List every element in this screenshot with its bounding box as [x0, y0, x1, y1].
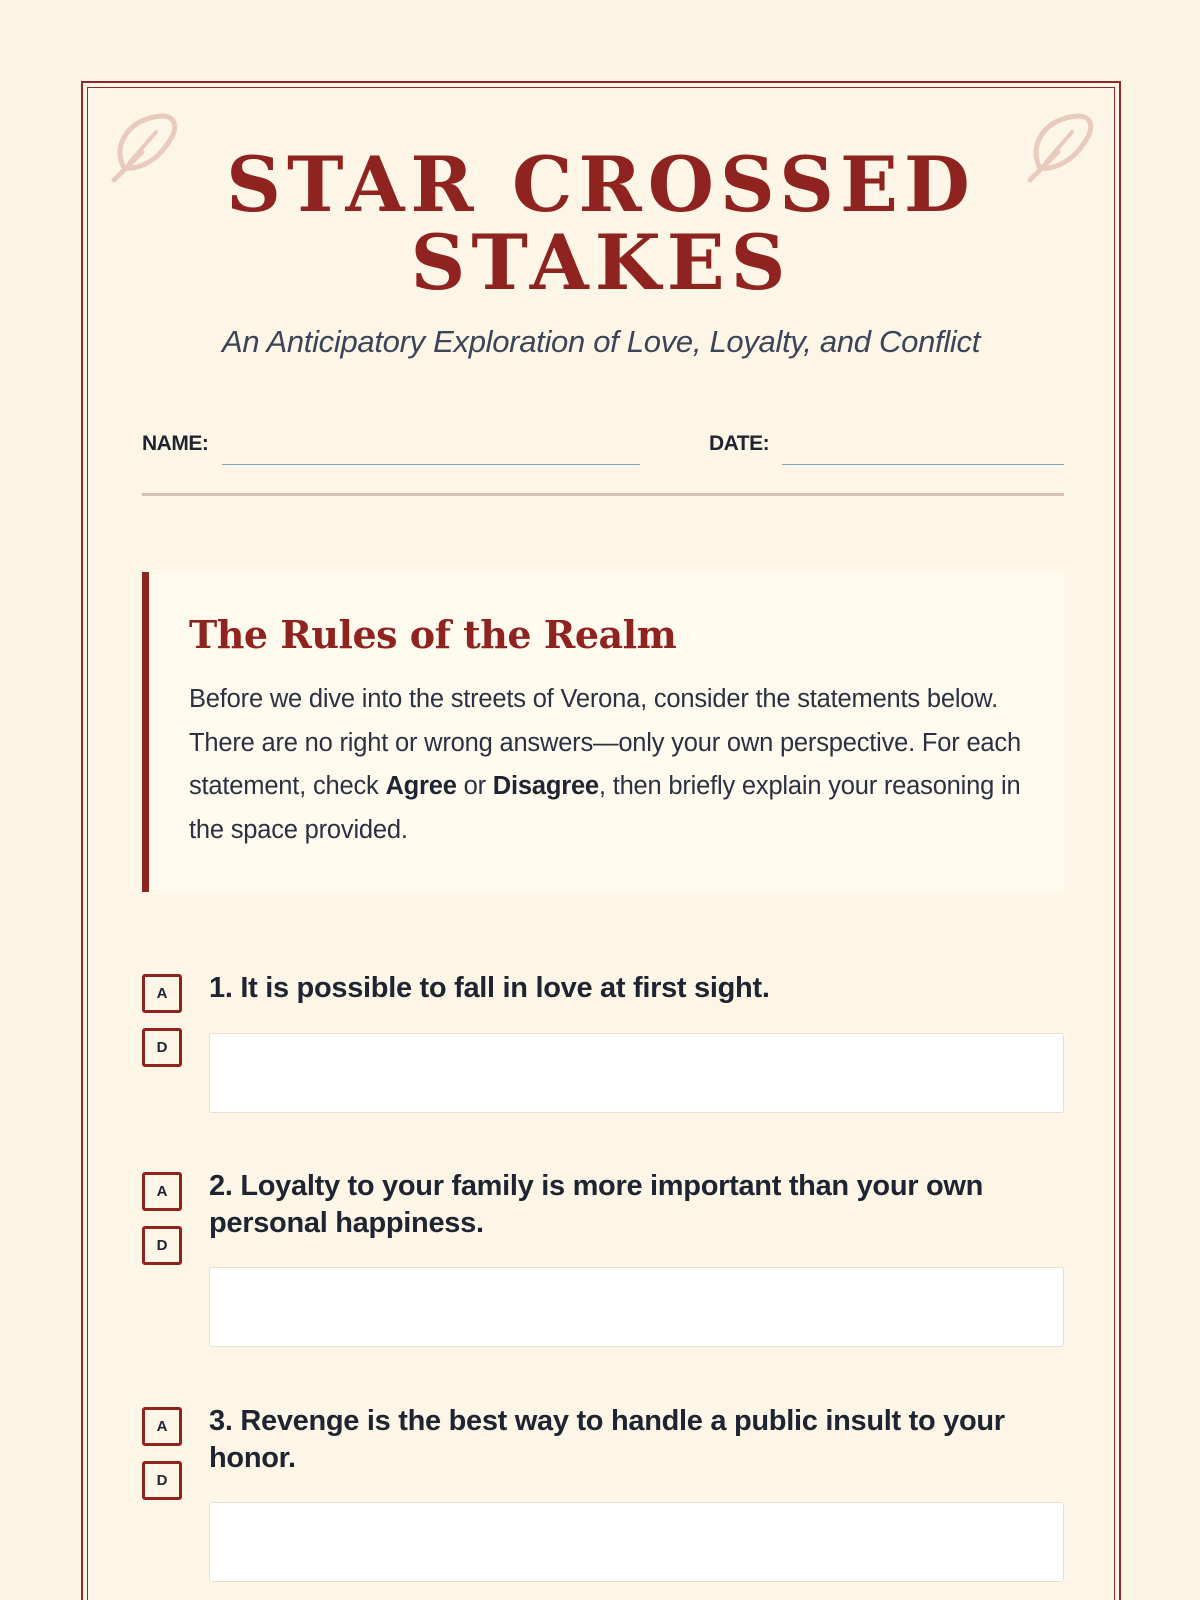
page-inner-border — [87, 87, 1115, 1600]
instructions-text — [189, 678, 1029, 852]
date-field[interactable] — [782, 464, 1064, 465]
disagree-emphasis: Disagree — [492, 772, 599, 800]
question-text: 2. Loyalty to your family is more important than your own personal happiness. — [209, 1170, 984, 1239]
answer-textbox[interactable] — [209, 1267, 1064, 1347]
header-divider — [142, 493, 1064, 496]
question-item — [142, 974, 1064, 1134]
answer-textbox[interactable] — [209, 1502, 1064, 1582]
page-subtitle: An Anticipatory Exploration of Love, Loyalty, and Conflict — [221, 324, 981, 359]
question-text: 1. It is possible to fall in love at first sight. — [209, 972, 770, 1004]
instructions-text-part: Before we dive into the streets of Verona, consider the statements below. There are no right or wrong answers—only your own perspective. For each statement, check — [189, 685, 1021, 800]
agree-emphasis: Agree — [385, 772, 457, 800]
name-field[interactable] — [222, 464, 640, 465]
worksheet-page — [81, 81, 1121, 1600]
instructions-title: The Rules of the Realm — [189, 612, 677, 657]
answer-textbox[interactable] — [209, 1033, 1064, 1113]
disagree-checkbox[interactable]: D — [142, 1461, 182, 1500]
page-title-line-1: STAR CROSSED — [226, 140, 976, 229]
page-title — [88, 140, 1114, 307]
agree-checkbox[interactable]: A — [142, 1172, 182, 1211]
question-text: 3. Revenge is the best way to handle a public insult to your honor. — [209, 1405, 1005, 1474]
question-item — [142, 1172, 1064, 1352]
page-title-line-2: STAKES — [410, 218, 792, 307]
question-item — [142, 1407, 1064, 1587]
disagree-checkbox[interactable]: D — [142, 1226, 182, 1265]
agree-checkbox[interactable]: A — [142, 974, 182, 1013]
instructions-text-part: , then briefly explain your reasoning in the space provided. — [189, 772, 1021, 844]
instructions-callout — [142, 572, 1064, 892]
agree-checkbox[interactable]: A — [142, 1407, 182, 1446]
instructions-text-part: or — [456, 772, 493, 800]
disagree-checkbox[interactable]: D — [142, 1028, 182, 1067]
date-label: DATE: — [709, 432, 770, 455]
name-label: NAME: — [142, 432, 209, 455]
